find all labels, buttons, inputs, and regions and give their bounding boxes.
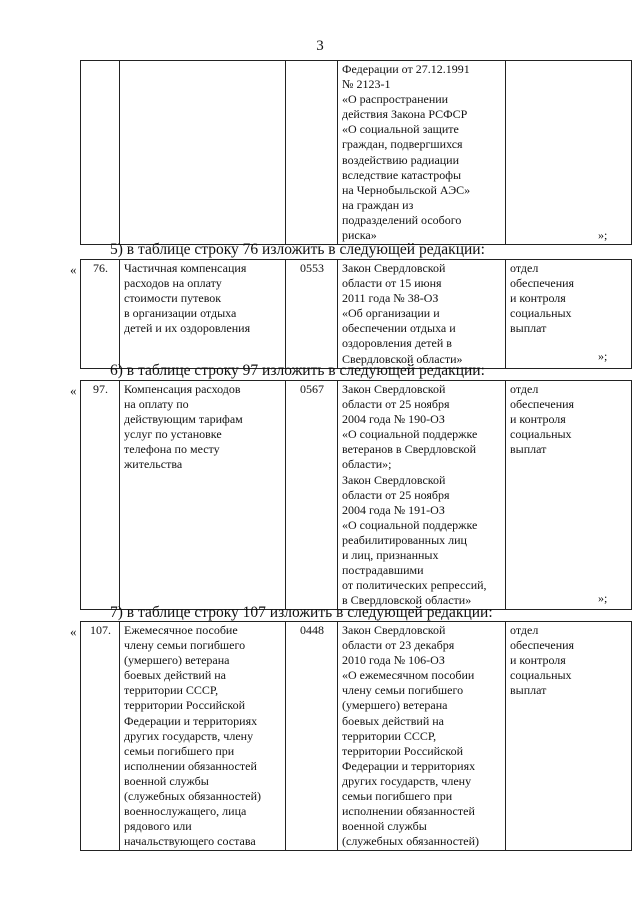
num-cell: 76.: [81, 260, 120, 369]
dept-cell: [506, 260, 632, 369]
name-cell: [120, 61, 286, 245]
name-line: жительства: [124, 457, 183, 472]
code-cell: 0567: [286, 381, 338, 610]
table-row: [81, 622, 632, 851]
name-cell: [120, 622, 286, 851]
name-line: семьи погибшего при: [124, 743, 235, 758]
law-line: члену семьи погибшего: [342, 683, 464, 698]
law-line: 2004 года № 191-ОЗ: [342, 502, 445, 517]
dept-line: и контроля: [510, 291, 566, 306]
law-line: области от 23 декабря: [342, 638, 455, 653]
dept-line: и контроля: [510, 653, 566, 668]
law-line: других государств, члену: [342, 773, 472, 788]
name-line: Федерации и территориях: [124, 713, 258, 728]
dept-line: и контроля: [510, 412, 566, 427]
law-line: и лиц, признанных: [342, 548, 439, 563]
name-line: военнослужащего, лица: [124, 804, 247, 819]
law-line: территории Российской: [342, 743, 464, 758]
law-line: 2010 года № 106-ОЗ: [342, 653, 445, 668]
law-line: от политических репрессий,: [342, 578, 487, 593]
law-line: Федерации от 27.12.1991: [342, 62, 470, 76]
close-quote: »;: [598, 349, 608, 363]
name-line: Ежемесячное пособие: [124, 623, 238, 637]
law-line: вследствие катастрофы: [342, 167, 462, 182]
close-quote: »;: [598, 228, 608, 242]
law-line: подразделений особого: [342, 212, 462, 227]
num-cell: 107.: [81, 622, 120, 851]
dept-line: отдел: [510, 261, 539, 275]
table-row: [81, 381, 632, 610]
name-line: на оплату по: [124, 397, 189, 412]
law-cell: [338, 381, 506, 610]
name-line: территории Российской: [124, 698, 246, 713]
num-cell: [81, 61, 120, 245]
dept-line: социальных: [510, 306, 572, 321]
section-heading-6: 6) в таблице строку 97 изложить в следующей редакции:: [110, 362, 485, 379]
law-line: боевых действий на: [342, 713, 444, 728]
dept-cell: [506, 622, 632, 851]
law-line: № 2123-1: [342, 77, 391, 92]
law-line: области от 25 ноября: [342, 487, 450, 502]
law-line: на Чернобыльской АЭС»: [342, 182, 471, 197]
law-line: области от 15 июня: [342, 276, 442, 291]
name-line: начальствующего состава: [124, 834, 256, 849]
name-line: рядового или: [124, 819, 192, 834]
dept-line: отдел: [510, 382, 539, 396]
name-line: в организации отдыха: [124, 306, 237, 321]
name-line: детей и их оздоровления: [124, 321, 251, 336]
law-line: 2011 года № 38-ОЗ: [342, 291, 439, 306]
name-line: услуг по установке: [124, 427, 222, 442]
law-line: (умершего) ветерана: [342, 698, 448, 713]
dept-line: выплат: [510, 442, 547, 457]
law-line: в Свердловской области»: [342, 593, 472, 608]
num-cell: 97.: [81, 381, 120, 610]
name-line: Компенсация расходов: [124, 382, 241, 396]
law-line: пострадавшими: [342, 563, 424, 578]
close-quote: »;: [598, 591, 608, 605]
name-line: (служебных обязанностей): [124, 789, 262, 804]
law-line: действия Закона РСФСР: [342, 107, 468, 122]
section-heading-7: 7) в таблице строку 107 изложить в следующей редакции:: [110, 604, 493, 621]
name-line: военной службы: [124, 773, 209, 788]
law-line: (служебных обязанностей): [342, 834, 480, 849]
name-line: действующим тарифам: [124, 412, 243, 427]
name-line: (умершего) ветерана: [124, 653, 230, 668]
law-line: Закон Свердловской: [342, 261, 446, 275]
name-line: расходов на оплату: [124, 276, 222, 291]
law-line: оздоровления детей в: [342, 336, 452, 351]
name-line: боевых действий на: [124, 668, 226, 683]
law-line: области от 25 ноября: [342, 397, 450, 412]
law-line: Закон Свердловской: [342, 623, 446, 637]
law-line: «О социальной поддержке: [342, 427, 478, 442]
name-line: других государств, члену: [124, 728, 254, 743]
name-line: территории СССР,: [124, 683, 219, 698]
name-line: стоимости путевок: [124, 291, 222, 306]
code-cell: 0553: [286, 260, 338, 369]
dept-line: выплат: [510, 321, 547, 336]
dept-cell: [506, 381, 632, 610]
dept-line: обеспечения: [510, 276, 575, 291]
dept-line: социальных: [510, 668, 572, 683]
open-quote: «: [70, 383, 77, 398]
law-line: Свердловской области»: [342, 351, 463, 366]
law-cell: [338, 260, 506, 369]
law-line: воздействию радиации: [342, 152, 460, 167]
law-cell: [338, 61, 506, 245]
page-number: 3: [316, 38, 324, 54]
law-line: исполнении обязанностей: [342, 804, 475, 819]
table-row: [81, 61, 632, 245]
name-line: телефона по месту: [124, 442, 220, 457]
table-row-107: [80, 621, 632, 851]
dept-line: выплат: [510, 683, 547, 698]
dept-line: обеспечения: [510, 397, 575, 412]
law-line: Федерации и территориях: [342, 758, 476, 773]
code-cell: 0448: [286, 622, 338, 851]
table-top-continuation: [80, 60, 632, 245]
table-row: [81, 260, 632, 369]
law-line: риска»: [342, 228, 377, 243]
law-line: реабилитированных лиц: [342, 532, 467, 547]
law-cell: [338, 622, 506, 851]
law-line: «О социальной защите: [342, 122, 459, 137]
name-line: члену семьи погибшего: [124, 638, 246, 653]
law-line: Закон Свердловской: [342, 382, 446, 396]
code-cell: [286, 61, 338, 245]
name-line: исполнении обязанностей: [124, 758, 257, 773]
law-line: Закон Свердловской: [342, 472, 446, 487]
law-line: граждан, подвергшихся: [342, 137, 463, 152]
law-line: «О распространении: [342, 92, 449, 107]
dept-line: отдел: [510, 623, 539, 637]
law-line: области»;: [342, 457, 392, 472]
law-line: на граждан из: [342, 197, 414, 212]
table-row-97: [80, 380, 632, 610]
section-heading-5: 5) в таблице строку 76 изложить в следующей редакции:: [110, 241, 485, 258]
name-cell: [120, 260, 286, 369]
dept-cell: [506, 61, 632, 245]
law-line: территории СССР,: [342, 728, 437, 743]
law-line: военной службы: [342, 819, 427, 834]
law-line: ветеранов в Свердловской: [342, 442, 476, 457]
name-line: Частичная компенсация: [124, 261, 247, 275]
law-line: «Об организации и: [342, 306, 440, 321]
law-line: обеспечении отдыха и: [342, 321, 456, 336]
name-cell: [120, 381, 286, 610]
open-quote: «: [70, 624, 77, 639]
open-quote: «: [70, 262, 77, 277]
table-row-76: [80, 259, 632, 369]
dept-line: обеспечения: [510, 638, 575, 653]
dept-line: социальных: [510, 427, 572, 442]
law-line: 2004 года № 190-ОЗ: [342, 412, 445, 427]
law-line: «О ежемесячном пособии: [342, 668, 475, 683]
law-line: «О социальной поддержке: [342, 517, 478, 532]
law-line: семьи погибшего при: [342, 789, 453, 804]
